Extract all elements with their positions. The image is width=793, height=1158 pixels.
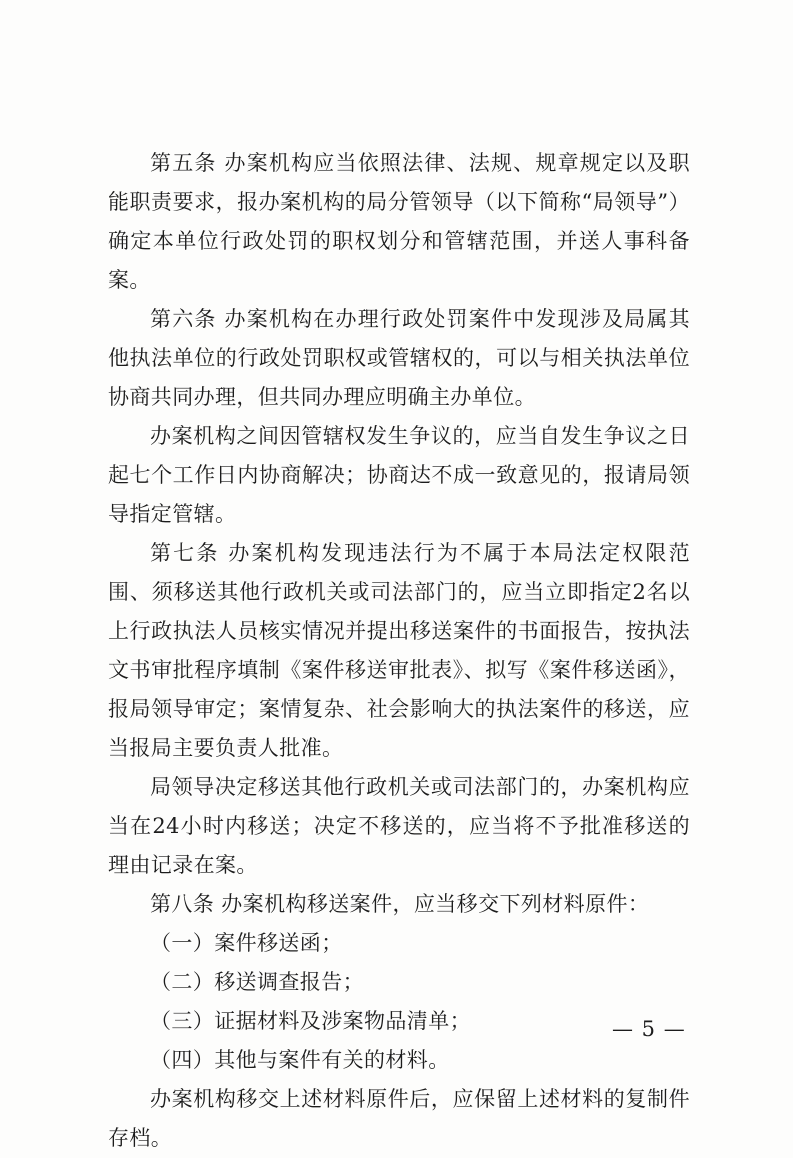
list-item-3: （三）证据材料及涉案物品清单； [150, 1009, 471, 1033]
list-item-1: （一）案件移送函； [150, 931, 343, 955]
paragraph-transfer-decision: 局领导决定移送其他行政机关或司法部门的，办案机构应当在24小时内移送；决定不移送的，应当将不予批准移送的理由记录在案。 [108, 775, 690, 877]
paragraph-article-8: 第八条 办案机构移送案件，应当移交下列材料原件： [150, 892, 650, 916]
paragraph-article-5: 第五条 办案机构应当依照法律、法规、规章规定以及职能职责要求，报办案机构的局分管领导（以下简称“局领导”）确定本单位行政处罚的职权划分和管辖范围，并送人事科备案。 [108, 151, 690, 292]
paragraph-article-7: 第七条 办案机构发现违法行为不属于本局法定权限范围、须移送其他行政机关或司法部门的，应当立即指定2名以上行政执法人员核实情况并提出移送案件的书面报告，按执法文书审批程序填制《案件移送审批表》、拟写《案件移送函》，报局领导审定；案情复杂、社会影响大的执法案件的移送，应当报局主要负责人批准。 [108, 541, 690, 760]
page-number: — 5 — [612, 1017, 686, 1041]
list-item-4: （四）其他与案件有关的材料。 [150, 1048, 450, 1072]
list-item-2: （二）移送调查报告； [150, 970, 364, 994]
paragraph-retain-copies: 办案机构移交上述材料原件后，应保留上述材料的复制件存档。 [108, 1087, 690, 1150]
paragraph-article-6: 第六条 办案机构在办理行政处罚案件中发现涉及局属其他执法单位的行政处罚职权或管辖权的，可以与相关执法单位协商共同办理，但共同办理应明确主办单位。 [108, 307, 690, 409]
paragraph-jurisdiction-dispute: 办案机构之间因管辖权发生争议的，应当自发生争议之日起七个工作日内协商解决；协商达不成一致意见的，报请局领导指定管辖。 [108, 424, 690, 526]
document-body [108, 144, 690, 1158]
